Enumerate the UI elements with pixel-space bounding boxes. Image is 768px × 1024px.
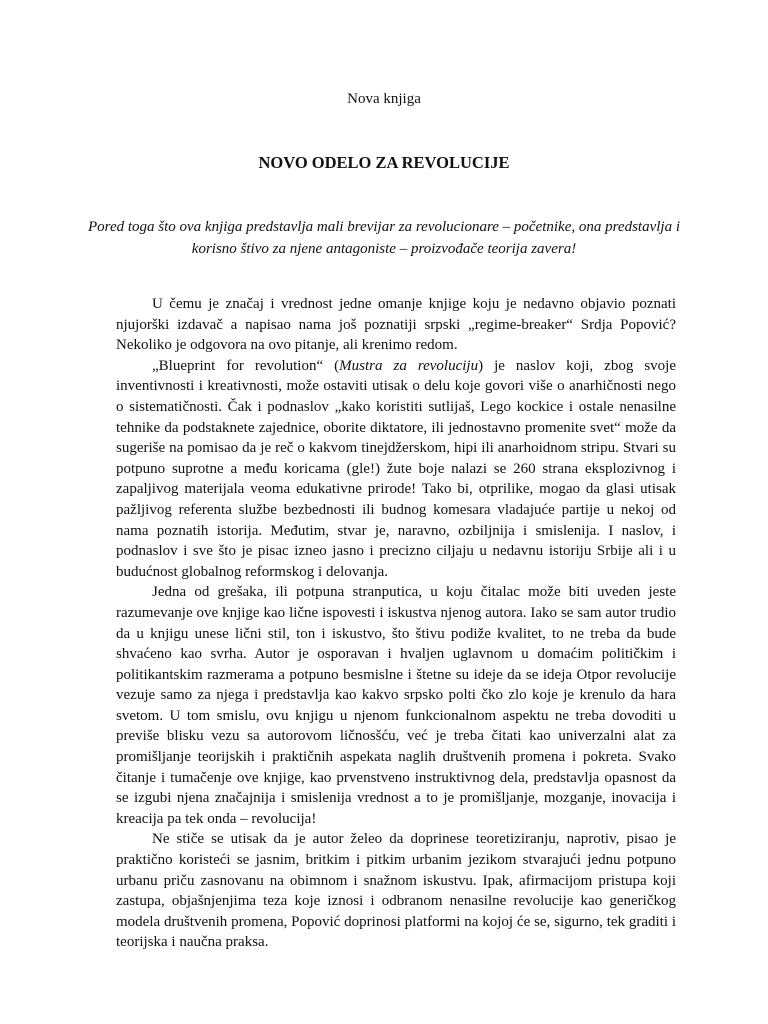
- paragraph-2-rest: ) je naslov koji, zbog svoje inventivnosti i kreativnosti, može ostaviti utisak o delu koje govori više o anarhičnosti nego o sistematičnosti. Čak i podnaslov „kako koristiti sutlijaš, Lego kockice i ostale nenasilne tehnike da podstaknete zajednice, oborite diktatore, ili jednostavno promenite svet“ može da sugeriše na pomisao da je reč o kakvom tinejdžerskom, hipi ili anarhoidnom stripu. Stvari su potpuno suprotne a među koricama (gle!) žute boje nalazi se 260 strana eksplozivnog i zapaljivog materijala veoma edukativne prirode! Tako bi, otprilike, mogao da glasi utisak pažljivog referenta službe bezbednosti ili budnog komesara vladajuće partije u nekoj od nama poznatih istorija. Međutim, stvar je, naravno, ozbiljnija i smislenija. I naslov, i podnaslov i sve što je pisac izneo jasno i precizno ciljaju u nedavnu istoriju Srbije ali i u budućnost globalnog reformskog i delovanja.: [116, 357, 677, 580]
- section-label: Nova knjiga: [347, 91, 421, 107]
- translated-title: Mustra za revoluciju: [339, 357, 479, 374]
- article-title: NOVO ODELO ZA REVOLUCIJE: [258, 153, 510, 172]
- body-paragraph-2: [116, 356, 676, 583]
- article-lead: Pored toga što ova knjiga predstavlja mali brevijar za revolucionare – početnike, ona predstavlja i korisno štivo za njene antagoniste – proizvođače teorija zavera!: [88, 219, 680, 257]
- body-paragraph-1: U čemu je značaj i vrednost jedne omanje knjige koju je nedavno objavio poznati njujorški izdavač a napisao nama još poznatiji srpski „regime-breaker“ Srdja Popović? Nekoliko je odgovora na ovo pitanje, ali krenimo redom.: [116, 296, 676, 354]
- body-paragraph-4: Ne stiče se utisak da je autor želeo da doprinese teoretiziranju, naprotiv, pisao je praktično koristeći se jasnim, britkim i pitkim urbanim jezikom stvarajući jednu potpuno urbanu priču zasnovanu na obimnom i snažnom iskustvu. Ipak, afirmacijom pristupa koji zastupa, objašnjenjima teza koje iznosi i odbranom nenasilne revolucije kao generičkog modela društvenih promena, Popović doprinosi platformi na kojoj će se, sigurno, tek graditi i teorijska i naučna praksa.: [116, 831, 676, 951]
- paragraph-2-intro: „Blueprint for revolution“ (: [152, 357, 340, 374]
- body-paragraph-3: Jedna od grešaka, ili potpuna stranputica, u koju čitalac može biti uveden jeste razumevanje ove knjige kao lične ispovesti i iskustva njenog autora. Iako se sam autor trudio da u knjigu unese lični stil, ton i iskustvo, što štivu podiže kvalitet, to ne treba da bude shvaćeno kao svrha. Autor je osporavan i hvaljen uglavnom u domaćim političkim i politikantskim razmerama a potpuno besmislne i štetne su ideje da se ideja Otpor revolucije vezuje samo za njega i predstavlja kao kakvo srpsko polti čko zlo koje je krenulo da hara svetom. U tom smislu, ovu knjigu u njenom funkcionalnom aspektu ne treba dovoditi u previše blisku vezu sa autorovom ličnosšću, već je treba čitati kao univerzalni alat za promišljanje teorijskih i praktičnih aspekata naglih društvenih promena i pokreta. Svako čitanje i tumačenje ove knjige, kao prvenstveno instruktivnog dela, predstavlja opasnost da se izgubi njena značajnija i smislenija vrednost a to je promišljanje, mozganje, inovacija i kreacija pa tek onda – revolucija!: [116, 584, 676, 827]
- article-body: [116, 294, 676, 953]
